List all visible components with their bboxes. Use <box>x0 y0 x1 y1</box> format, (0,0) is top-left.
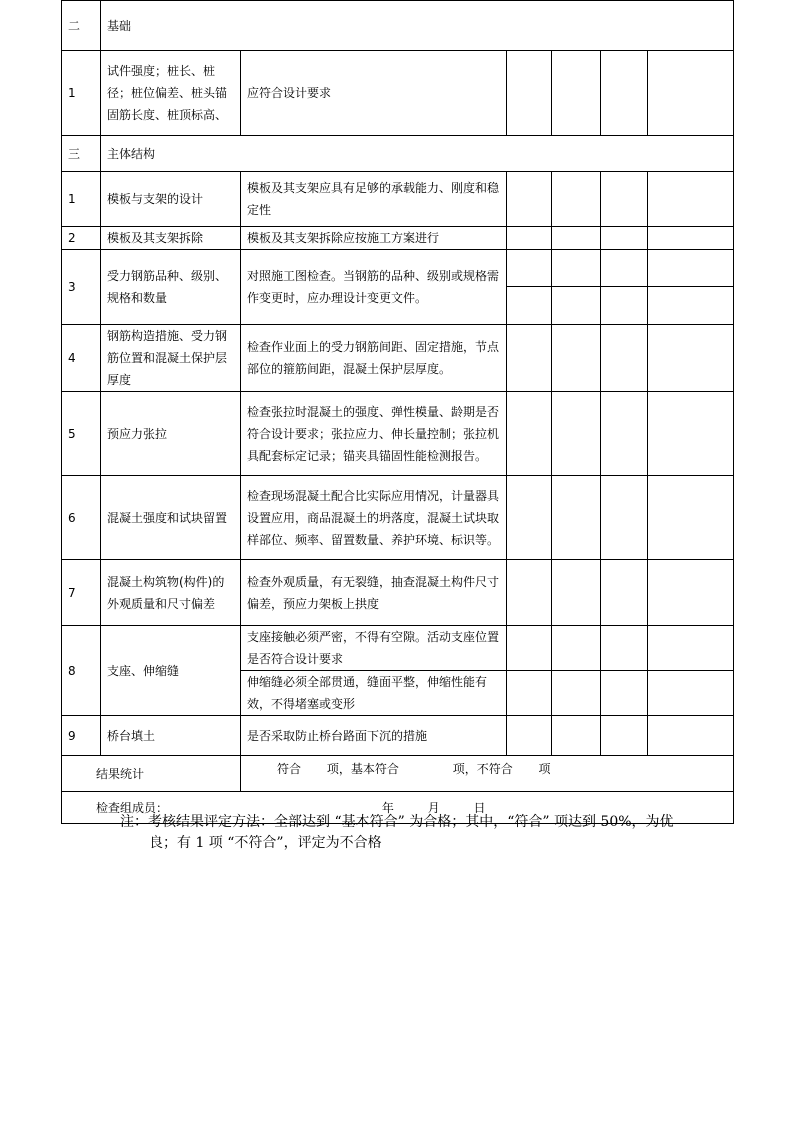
result-cell[interactable] <box>507 325 552 392</box>
table-row <box>62 476 734 560</box>
result-cell[interactable] <box>552 287 601 325</box>
section-title: 主体结构 <box>101 136 734 172</box>
result-cell[interactable] <box>552 172 601 227</box>
row-num: 5 <box>62 392 101 476</box>
check-requirement: 检查作业面上的受力钢筋间距、固定措施，节点部位的箍筋间距，混凝土保护层厚度。 <box>241 325 507 392</box>
row-num: 7 <box>62 560 101 626</box>
result-cell[interactable] <box>507 716 552 756</box>
remark-cell[interactable] <box>648 392 734 476</box>
basic-conform-label: 项，基本符合 <box>326 762 399 776</box>
result-cell[interactable] <box>552 560 601 626</box>
check-requirement: 检查现场混凝土配合比实际应用情况，计量器具设置应用，商品混凝土的坍落度，混凝土试块取样部位、频率、留置数量、养护环境、标识等。 <box>241 476 507 560</box>
remark-cell[interactable] <box>648 476 734 560</box>
table-row <box>62 250 734 287</box>
check-requirement: 对照施工图检查。当钢筋的品种、级别或规格需作变更时，应办理设计变更文件。 <box>241 250 507 325</box>
result-cell[interactable] <box>507 227 552 250</box>
table-row <box>62 172 734 227</box>
result-cell[interactable] <box>601 626 648 671</box>
result-cell[interactable] <box>507 476 552 560</box>
remark-cell[interactable] <box>648 51 734 136</box>
remark-cell[interactable] <box>648 227 734 250</box>
month-label: 月 <box>427 800 440 815</box>
result-cell[interactable] <box>552 716 601 756</box>
check-item: 模板与支架的设计 <box>101 172 241 227</box>
remark-cell[interactable] <box>648 560 734 626</box>
year-label: 年 <box>381 800 394 815</box>
result-cell[interactable] <box>601 287 648 325</box>
remark-cell[interactable] <box>648 325 734 392</box>
result-cell[interactable] <box>507 172 552 227</box>
remark-cell[interactable] <box>648 287 734 325</box>
result-cell[interactable] <box>552 325 601 392</box>
check-requirement: 应符合设计要求 <box>241 51 507 136</box>
table-row <box>62 325 734 392</box>
row-num: 4 <box>62 325 101 392</box>
result-cell[interactable] <box>507 250 552 287</box>
inspectors-label: 检查组成员： <box>96 800 169 815</box>
result-cell[interactable] <box>552 671 601 716</box>
check-requirement: 模板及其支架拆除应按施工方案进行 <box>241 227 507 250</box>
result-cell[interactable] <box>507 560 552 626</box>
section-row-foundation <box>62 1 734 51</box>
note-line-1: 注：考核结果评定方法：全部达到 “基本符合” 为合格；其中，“符合” 项达到 50%，为优 <box>120 814 674 830</box>
section-num: 三 <box>62 136 101 172</box>
table-row <box>62 392 734 476</box>
table-row <box>62 560 734 626</box>
nonconform-label: 项，不符合 <box>452 762 513 776</box>
row-num: 8 <box>62 626 101 716</box>
row-num: 2 <box>62 227 101 250</box>
check-item: 受力钢筋品种、级别、规格和数量 <box>101 250 241 325</box>
check-requirement: 检查外观质量，有无裂缝，抽查混凝土构件尺寸偏差，预应力架板上拱度 <box>241 560 507 626</box>
table-row <box>62 227 734 250</box>
check-requirement: 伸缩缝必须全部贯通，缝面平整，伸缩性能有效，不得堵塞或变形 <box>241 671 507 716</box>
summary-values <box>241 756 734 792</box>
row-num: 1 <box>62 172 101 227</box>
section-num: 二 <box>62 1 101 51</box>
table-row <box>62 51 734 136</box>
check-item: 钢筋构造措施、受力钢筋位置和混凝土保护层厚度 <box>101 325 241 392</box>
result-cell[interactable] <box>507 671 552 716</box>
summary-row <box>62 756 734 792</box>
result-cell[interactable] <box>601 325 648 392</box>
conform-label: 符合 <box>277 762 302 776</box>
result-cell[interactable] <box>552 227 601 250</box>
remark-cell[interactable] <box>648 626 734 671</box>
summary-label: 结果统计 <box>62 756 241 792</box>
check-item: 混凝土构筑物(构件)的外观质量和尺寸偏差 <box>101 560 241 626</box>
check-item: 桥台填土 <box>101 716 241 756</box>
row-num: 6 <box>62 476 101 560</box>
check-item: 模板及其支架拆除 <box>101 227 241 250</box>
result-cell[interactable] <box>601 671 648 716</box>
result-cell[interactable] <box>552 51 601 136</box>
table-row <box>62 716 734 756</box>
check-item: 支座、伸缩缝 <box>101 626 241 716</box>
remark-cell[interactable] <box>648 250 734 287</box>
result-cell[interactable] <box>507 392 552 476</box>
result-cell[interactable] <box>601 172 648 227</box>
item-unit: 项 <box>538 762 551 776</box>
section-row-main-structure <box>62 136 734 172</box>
result-cell[interactable] <box>507 51 552 136</box>
result-cell[interactable] <box>601 250 648 287</box>
check-item: 混凝土强度和试块留置 <box>101 476 241 560</box>
result-cell[interactable] <box>601 716 648 756</box>
check-requirement: 检查张拉时混凝土的强度、弹性模量、龄期是否符合设计要求；张拉应力、伸长量控制；张拉机具配套标定记录；锚夹具锚固性能检测报告。 <box>241 392 507 476</box>
check-item: 试件强度；桩长、桩径；桩位偏差、桩头锚固筋长度、桩顶标高、 <box>101 51 241 136</box>
result-cell[interactable] <box>601 227 648 250</box>
remark-cell[interactable] <box>648 172 734 227</box>
inspection-sheet <box>61 0 733 824</box>
result-cell[interactable] <box>601 51 648 136</box>
result-cell[interactable] <box>507 287 552 325</box>
row-num: 9 <box>62 716 101 756</box>
result-cell[interactable] <box>601 476 648 560</box>
inspection-table <box>61 0 734 824</box>
evaluation-note <box>120 812 700 854</box>
remark-cell[interactable] <box>648 671 734 716</box>
result-cell[interactable] <box>552 250 601 287</box>
result-cell[interactable] <box>552 392 601 476</box>
section-title: 基础 <box>101 1 734 51</box>
result-cell[interactable] <box>552 626 601 671</box>
result-cell[interactable] <box>601 392 648 476</box>
check-requirement: 是否采取防止桥台路面下沉的措施 <box>241 716 507 756</box>
remark-cell[interactable] <box>648 716 734 756</box>
result-cell[interactable] <box>601 560 648 626</box>
table-row <box>62 626 734 671</box>
row-num: 3 <box>62 250 101 325</box>
result-cell[interactable] <box>552 476 601 560</box>
check-requirement: 支座接触必须严密，不得有空隙。活动支座位置是否符合设计要求 <box>241 626 507 671</box>
note-line-2: 良；有 1 项 “不符合”，评定为不合格 <box>149 835 382 851</box>
check-requirement: 模板及其支架应具有足够的承载能力、刚度和稳定性 <box>241 172 507 227</box>
check-item: 预应力张拉 <box>101 392 241 476</box>
day-label: 日 <box>473 800 486 815</box>
row-num: 1 <box>62 51 101 136</box>
result-cell[interactable] <box>507 626 552 671</box>
